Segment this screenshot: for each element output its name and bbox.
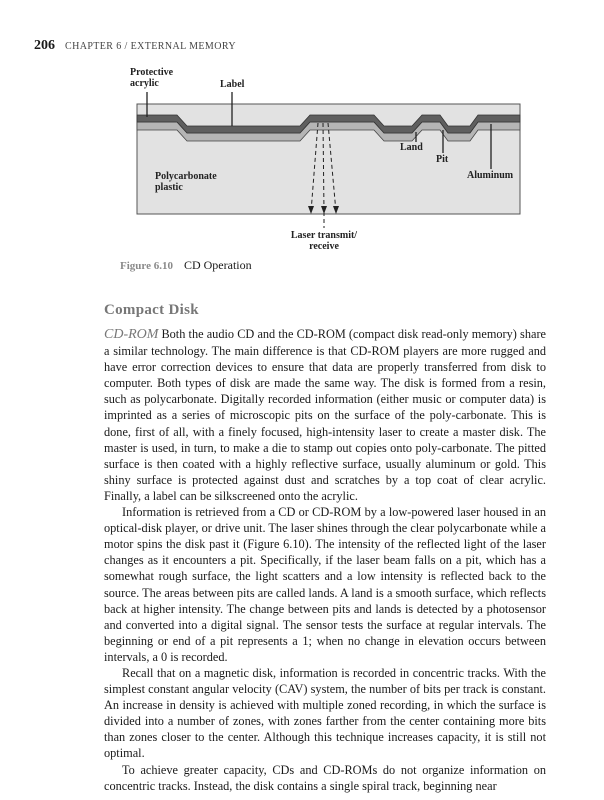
paragraph-4: To achieve greater capacity, CDs and CD-ROMs do not organize information on concentric tracks. Instead, the disk contains a single spiral track, beginning near	[104, 762, 546, 793]
figure-number: Figure 6.10	[120, 260, 173, 272]
body-text	[104, 326, 546, 794]
runin-heading: CD-ROM	[104, 327, 159, 342]
label-label: Label	[220, 79, 245, 90]
paragraph-1	[104, 326, 546, 504]
cd-cross-section-diagram	[0, 0, 604, 260]
pit-label: Pit	[436, 154, 449, 165]
polycarbonate-label: Polycarbonate plastic	[155, 171, 217, 193]
cd-operation-figure	[0, 0, 604, 260]
aluminum-label: Aluminum	[467, 170, 514, 181]
paragraph-text: Both the audio CD and the CD-ROM (compact disk read-only memory) share a similar technology. The main difference is that CD-ROM players are more rugged and have error correction devices to ensure that data are properly transferred from disk to computer. Both types of disk are made the same way. The disk is formed from a resin, such as polycarbonate. Digitally recorded information (either music or computer data) is imprinted as a series of microscopic pits on the surface of the poly-carbonate. This is done, first of all, with a finely focused, high-intensity laser to create a master disk. The master is used, in turn, to make a die to stamp out copies onto poly-carbonate. The pitted surface is then coated with a highly reflective surface, usually aluminum or gold. This shiny surface is protected against dust and scratches by a top coat of clear acrylic. Finally, a label can be silkscreened onto the acrylic.	[104, 327, 546, 503]
chapter-title: CHAPTER 6 / EXTERNAL MEMORY	[65, 41, 236, 52]
protective-acrylic-label: Protective acrylic	[130, 67, 174, 89]
figure-caption	[120, 258, 252, 273]
land-label: Land	[400, 142, 423, 153]
page-number: 206	[34, 38, 55, 53]
paragraph-2: Information is retrieved from a CD or CD-ROM by a low-powered laser housed in an optical-disk player, or drive unit. The laser shines through the clear polycarbonate while a motor spins the disk past it (Figure 6.10). The intensity of the reflected light of the laser changes as it encounters a pit. Specifically, if the laser beam falls on a pit, which has a somewhat rough surface, the light scatters and a low intensity is reflected back to the source. The areas between pits are called lands. A land is a smooth surface, which reflects back at higher intensity. The change between pits and lands is detected by a photosensor and converted into a digital signal. The sensor tests the surface at regular intervals. The beginning or end of a pit represents a 1; when no change in elevation occurs between intervals, a 0 is recorded.	[104, 505, 546, 664]
figure-caption-text: CD Operation	[183, 258, 252, 272]
section-title: Compact Disk	[104, 302, 199, 318]
paragraph-3: Recall that on a magnetic disk, information is recorded in concentric tracks. With the simplest constant angular velocity (CAV) system, the number of bits per track is constant. An increase in density is achieved with multiple zoned recording, in which the surface is divided into a number of zones, with zones farther from the center containing more bits than zones closer to the center. Although this technique increases capacity, it is still not optimal.	[104, 665, 546, 761]
laser-label: Laser transmit/ receive	[290, 230, 358, 252]
